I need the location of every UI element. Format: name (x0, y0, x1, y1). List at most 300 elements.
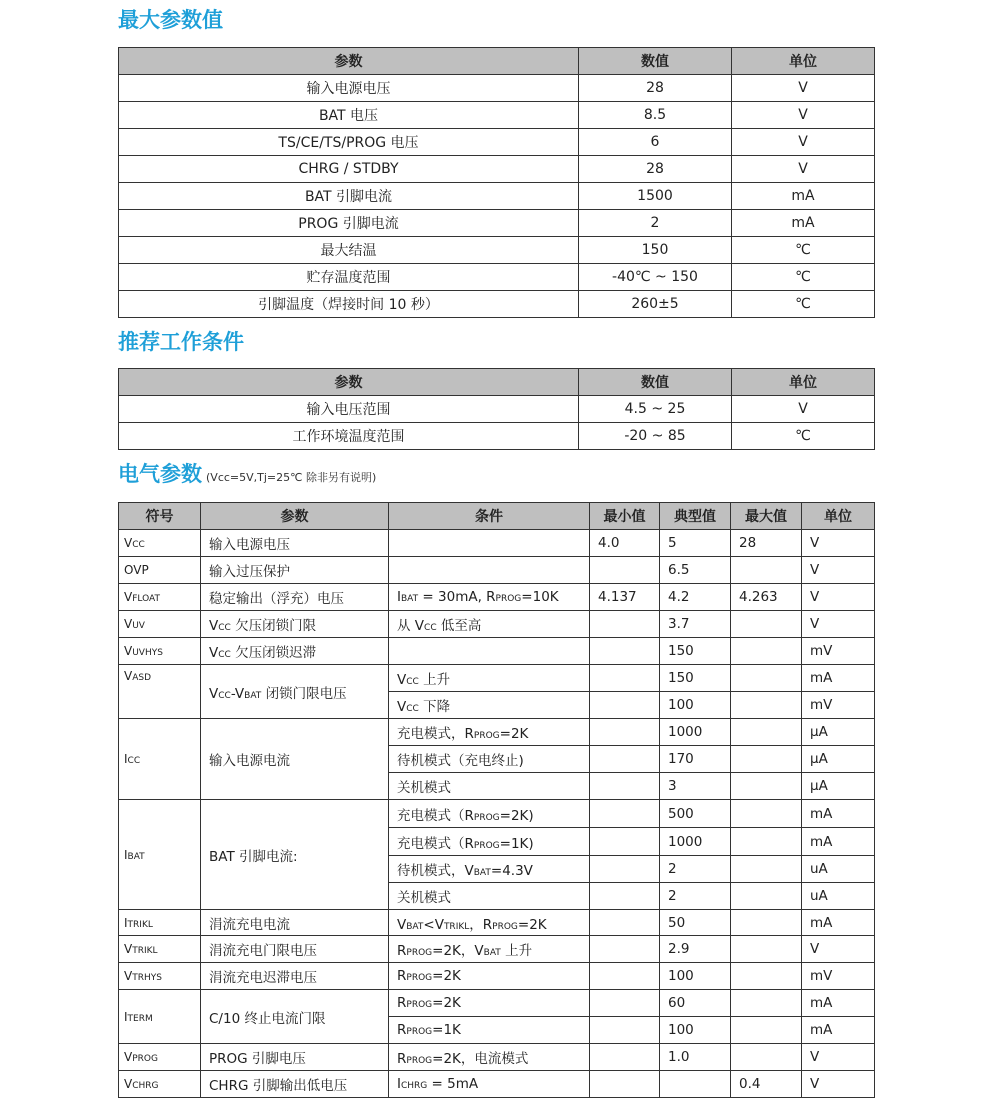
typ-cell: 170 (660, 746, 731, 773)
symbol-sub: TRIKL (127, 919, 153, 930)
max-cell (731, 800, 802, 828)
cond-text: =2K) (499, 807, 534, 824)
symbol-sub: BAT (127, 851, 145, 862)
unit-cell: V (732, 156, 875, 183)
cond-text: =2K (432, 995, 461, 1011)
cond-sub: CC (424, 623, 437, 633)
condition-cell (389, 584, 590, 611)
cond-text: R (397, 943, 407, 959)
cond-text: V (397, 672, 407, 688)
unit-cell: mV (802, 692, 875, 719)
param-cell: C/10 终止电流门限 (201, 990, 389, 1044)
value-cell: 1500 (579, 183, 732, 210)
param-text: V (209, 618, 219, 634)
max-cell (731, 638, 802, 665)
symbol-main: V (124, 1050, 133, 1064)
symbol-sub: CHRG (132, 1081, 159, 1091)
max-cell (731, 910, 802, 936)
param-cell (201, 638, 389, 665)
unit-cell: mA (802, 990, 875, 1017)
value-cell: 2 (579, 210, 732, 237)
table-row (119, 129, 875, 156)
electrical-table (118, 502, 875, 1098)
symbol-cell (119, 990, 201, 1044)
table-row (119, 719, 875, 746)
param-cell: 涓流充电迟滞电压 (201, 963, 389, 990)
cond-sub: PROG (406, 1027, 433, 1037)
unit-cell: V (732, 102, 875, 129)
cond-text: ，R (469, 916, 493, 933)
cond-text: =1K (432, 1022, 461, 1038)
param-cell: CHRG 引脚输出低电压 (201, 1071, 389, 1098)
min-cell (590, 665, 660, 692)
value-cell: -40℃ ~ 150 (579, 264, 732, 291)
unit-cell: mA (732, 183, 875, 210)
table-row (119, 423, 875, 450)
symbol-main: OVP (124, 563, 149, 577)
condition-cell (389, 665, 590, 692)
electrical-title (118, 461, 376, 491)
param-text: V (209, 685, 219, 702)
symbol-main: V (124, 536, 133, 550)
cond-text: V (397, 699, 407, 715)
min-cell (590, 963, 660, 990)
min-cell (590, 611, 660, 638)
value-cell: 260±5 (579, 291, 732, 318)
table-header-row (119, 48, 875, 75)
param-cell: PROG 引脚电压 (201, 1044, 389, 1071)
header-param: 参数 (119, 369, 579, 396)
max-cell (731, 828, 802, 856)
max-cell (731, 557, 802, 584)
cond-sub: PROG (406, 1056, 433, 1066)
value-cell: -20 ~ 85 (579, 423, 732, 450)
cond-sub: BAT (400, 594, 419, 604)
condition-cell (389, 1017, 590, 1044)
header-min: 最小值 (590, 503, 660, 530)
unit-cell: ℃ (732, 237, 875, 264)
condition-cell (389, 856, 590, 883)
cond-text: 充电模式（R (397, 835, 474, 852)
param-cell: 涓流充电门限电压 (201, 936, 389, 963)
min-cell (590, 936, 660, 963)
unit-cell: V (802, 584, 875, 611)
cond-text: I (397, 589, 401, 605)
min-cell (590, 692, 660, 719)
symbol-cell (119, 584, 201, 611)
unit-cell: V (802, 530, 875, 557)
table-row (119, 611, 875, 638)
cond-text: =2K，电流模式 (432, 1051, 529, 1067)
header-value: 数值 (579, 48, 732, 75)
max-cell (731, 963, 802, 990)
symbol-sub: TERM (127, 1013, 153, 1024)
table-row (119, 396, 875, 423)
max-cell (731, 856, 802, 883)
symbol-main: I (124, 1009, 128, 1024)
symbol-sub: UVHYS (132, 648, 163, 658)
max-ratings-table (118, 47, 875, 318)
param-text: 欠压闭锁迟滞 (230, 645, 317, 661)
cond-sub: BAT (406, 921, 424, 932)
symbol-sub: FLOAT (132, 594, 160, 604)
header-value: 数值 (579, 369, 732, 396)
max-cell: 4.263 (731, 584, 802, 611)
param-cell: 输入电压范围 (119, 396, 579, 423)
value-cell: 8.5 (579, 102, 732, 129)
condition-cell (389, 692, 590, 719)
table-row (119, 990, 875, 1017)
min-cell: 4.137 (590, 584, 660, 611)
param-text: 闭锁门限电压 (261, 685, 347, 702)
typ-cell: 150 (660, 665, 731, 692)
min-cell (590, 719, 660, 746)
recommended-table (118, 368, 875, 450)
symbol-sub: TRIKL (132, 946, 158, 956)
table-row (119, 264, 875, 291)
unit-cell: V (802, 611, 875, 638)
condition-cell: 关机模式 (389, 883, 590, 910)
unit-cell: mA (802, 910, 875, 936)
cond-sub: PROG (406, 973, 433, 983)
cond-text: =2K，V (432, 943, 484, 959)
cond-text: V (397, 916, 407, 933)
typ-cell: 150 (660, 638, 731, 665)
min-cell (590, 1071, 660, 1098)
cond-sub: BAT (473, 868, 491, 878)
condition-cell (389, 963, 590, 990)
typ-cell: 2 (660, 856, 731, 883)
max-cell: 0.4 (731, 1071, 802, 1098)
param-sub: CC (218, 650, 231, 660)
param-sub: BAT (244, 690, 262, 701)
header-typ: 典型值 (660, 503, 731, 530)
symbol-cell (119, 936, 201, 963)
table-row (119, 557, 875, 584)
typ-cell: 100 (660, 963, 731, 990)
param-cell: 贮存温度范围 (119, 264, 579, 291)
unit-cell: uA (802, 883, 875, 910)
cond-text: 待机模式，V (397, 863, 474, 879)
unit-cell: mA (732, 210, 875, 237)
value-cell: 4.5 ~ 25 (579, 396, 732, 423)
param-cell: 涓流充电电流 (201, 910, 389, 936)
symbol-sub: CC (127, 756, 141, 766)
param-cell: 输入过压保护 (201, 557, 389, 584)
table-row (119, 665, 875, 692)
param-text: 欠压闭锁门限 (230, 618, 317, 634)
table-row (119, 183, 875, 210)
condition-cell (389, 800, 590, 828)
typ-cell: 100 (660, 692, 731, 719)
unit-cell: ℃ (732, 291, 875, 318)
header-param: 参数 (201, 503, 389, 530)
min-cell (590, 828, 660, 856)
cond-text: =4.3V (490, 863, 533, 879)
unit-cell: mA (802, 828, 875, 856)
table-row (119, 800, 875, 828)
min-cell (590, 557, 660, 584)
typ-cell: 60 (660, 990, 731, 1017)
param-sub: CC (218, 690, 231, 701)
unit-cell: mA (802, 1017, 875, 1044)
typ-cell: 5 (660, 530, 731, 557)
typ-cell: 2 (660, 883, 731, 910)
min-cell (590, 746, 660, 773)
param-text: V (209, 645, 219, 661)
param-sub: CC (218, 623, 231, 633)
max-cell (731, 773, 802, 800)
table-header-row (119, 503, 875, 530)
symbol-cell (119, 910, 201, 936)
cond-sub: PROG (473, 731, 500, 741)
cond-text: 下降 (418, 699, 451, 715)
value-cell: 28 (579, 75, 732, 102)
cond-text: =1K) (499, 835, 534, 852)
table-row (119, 1071, 875, 1098)
symbol-main: V (124, 942, 133, 956)
cond-sub: PROG (406, 1000, 433, 1010)
condition-cell (389, 990, 590, 1017)
cond-text: = 5mA (427, 1076, 479, 1092)
condition-cell (389, 611, 590, 638)
unit-cell: mV (802, 963, 875, 990)
unit-cell: ℃ (732, 423, 875, 450)
table-row (119, 237, 875, 264)
condition-cell (389, 719, 590, 746)
symbol-sub: TRHYS (132, 973, 162, 983)
condition-cell (389, 936, 590, 963)
param-cell: PROG 引脚电流 (119, 210, 579, 237)
recommended-title: 推荐工作条件 (118, 330, 244, 354)
typ-cell: 2.9 (660, 936, 731, 963)
table-header-row (119, 369, 875, 396)
param-cell: 最大结温 (119, 237, 579, 264)
symbol-sub: CC (132, 540, 145, 550)
param-cell: 稳定输出（浮充）电压 (201, 584, 389, 611)
symbol-cell (119, 719, 201, 800)
min-cell: 4.0 (590, 530, 660, 557)
symbol-main: V (124, 644, 133, 658)
cond-text: =2K (499, 726, 529, 742)
unit-cell: V (802, 557, 875, 584)
value-cell: 28 (579, 156, 732, 183)
param-cell: 输入电源电流 (201, 719, 389, 800)
unit-cell: uA (802, 856, 875, 883)
table-row (119, 910, 875, 936)
symbol-main: V (124, 617, 133, 631)
cond-text: =2K (517, 916, 547, 933)
cond-text: 充电模式（R (397, 807, 474, 824)
table-row (119, 75, 875, 102)
table-row (119, 638, 875, 665)
param-cell: 引脚温度（焊接时间 10 秒） (119, 291, 579, 318)
cond-sub: TRIKL (443, 921, 470, 932)
unit-cell: mA (802, 800, 875, 828)
min-cell (590, 990, 660, 1017)
cond-text: <V (423, 916, 444, 933)
table-row (119, 210, 875, 237)
symbol-sub: UV (132, 621, 145, 631)
unit-cell: V (732, 129, 875, 156)
param-cell (201, 611, 389, 638)
max-cell (731, 1044, 802, 1071)
typ-cell: 4.2 (660, 584, 731, 611)
typ-cell: 100 (660, 1017, 731, 1044)
symbol-sub: ASD (132, 673, 152, 683)
condition-cell: 关机模式 (389, 773, 590, 800)
header-symbol: 符号 (119, 503, 201, 530)
min-cell (590, 856, 660, 883)
unit-cell: ℃ (732, 264, 875, 291)
table-row (119, 156, 875, 183)
table-row (119, 936, 875, 963)
typ-cell: 3.7 (660, 611, 731, 638)
unit-cell: V (802, 1071, 875, 1098)
cond-sub: PROG (473, 840, 500, 851)
typ-cell: 500 (660, 800, 731, 828)
symbol-cell (119, 638, 201, 665)
cond-text: =2K (432, 968, 461, 984)
param-cell: CHRG / STDBY (119, 156, 579, 183)
unit-cell: V (732, 75, 875, 102)
table-row (119, 584, 875, 611)
param-cell: BAT 引脚电流 (119, 183, 579, 210)
unit-cell: V (732, 396, 875, 423)
header-condition: 条件 (389, 503, 590, 530)
unit-cell: µA (802, 719, 875, 746)
param-cell: TS/CE/TS/PROG 电压 (119, 129, 579, 156)
cond-text: = 30mA, R (418, 589, 496, 605)
min-cell (590, 1017, 660, 1044)
max-cell (731, 990, 802, 1017)
symbol-cell (119, 1044, 201, 1071)
unit-cell: µA (802, 746, 875, 773)
cond-sub: PROG (492, 921, 518, 932)
max-cell (731, 665, 802, 692)
symbol-main: V (124, 969, 133, 983)
unit-cell: mV (802, 638, 875, 665)
table-row (119, 530, 875, 557)
symbol-cell (119, 963, 201, 990)
min-cell (590, 910, 660, 936)
header-max: 最大值 (731, 503, 802, 530)
cond-sub: CC (406, 677, 419, 687)
table-row (119, 102, 875, 129)
max-ratings-title: 最大参数值 (118, 8, 223, 32)
typ-cell: 1000 (660, 719, 731, 746)
max-cell (731, 611, 802, 638)
typ-cell (660, 1071, 731, 1098)
symbol-cell (119, 1071, 201, 1098)
cond-text: R (397, 968, 407, 984)
cond-sub: PROG (473, 812, 500, 823)
condition-cell (389, 638, 590, 665)
cond-text: R (397, 1051, 407, 1067)
condition-cell (389, 1044, 590, 1071)
value-cell: 150 (579, 237, 732, 264)
unit-cell: V (802, 1044, 875, 1071)
symbol-main: I (124, 847, 128, 862)
cond-text: 低至高 (436, 618, 482, 634)
cond-text: R (397, 1022, 407, 1038)
typ-cell: 1000 (660, 828, 731, 856)
param-cell: 输入电源电压 (119, 75, 579, 102)
cond-text: I (397, 1076, 401, 1092)
unit-cell: mA (802, 665, 875, 692)
min-cell (590, 773, 660, 800)
symbol-main: V (124, 669, 133, 683)
electrical-title-text: 电气参数 (118, 462, 202, 486)
header-unit: 单位 (802, 503, 875, 530)
cond-text: 充电模式，R (397, 726, 474, 742)
max-cell (731, 1017, 802, 1044)
cond-text: 从 V (397, 618, 425, 634)
cond-text: =10K (521, 589, 559, 605)
unit-cell: µA (802, 773, 875, 800)
symbol-sub: PROG (132, 1054, 158, 1064)
table-row (119, 963, 875, 990)
condition-cell (389, 1071, 590, 1098)
param-cell: 输入电源电压 (201, 530, 389, 557)
symbol-main: I (124, 915, 128, 930)
symbol-cell (119, 557, 201, 584)
cond-text: R (397, 995, 407, 1011)
symbol-cell (119, 530, 201, 557)
cond-sub: BAT (483, 948, 501, 958)
condition-cell: 待机模式（充电终止) (389, 746, 590, 773)
header-unit: 单位 (732, 48, 875, 75)
max-cell (731, 746, 802, 773)
typ-cell: 50 (660, 910, 731, 936)
max-cell (731, 883, 802, 910)
cond-text: 上升 (500, 943, 533, 959)
condition-cell (389, 910, 590, 936)
min-cell (590, 883, 660, 910)
symbol-main: V (124, 1077, 133, 1091)
cond-sub: CC (406, 704, 419, 714)
electrical-note: (Vcc=5V,Tj=25℃ 除非另有说明) (206, 471, 377, 484)
cond-text: 上升 (418, 672, 451, 688)
param-cell: 工作环境温度范围 (119, 423, 579, 450)
table-row (119, 291, 875, 318)
table-row (119, 1044, 875, 1071)
param-text: -V (230, 685, 245, 702)
symbol-cell (119, 800, 201, 910)
symbol-main: V (124, 590, 133, 604)
condition-cell (389, 828, 590, 856)
cond-sub: CHRG (400, 1081, 428, 1091)
max-cell: 28 (731, 530, 802, 557)
param-cell: BAT 引脚电流: (201, 800, 389, 910)
typ-cell: 6.5 (660, 557, 731, 584)
condition-cell (389, 530, 590, 557)
max-cell (731, 692, 802, 719)
min-cell (590, 1044, 660, 1071)
symbol-cell (119, 611, 201, 638)
cond-sub: PROG (495, 594, 522, 604)
unit-cell: V (802, 936, 875, 963)
param-cell (201, 665, 389, 719)
typ-cell: 1.0 (660, 1044, 731, 1071)
min-cell (590, 800, 660, 828)
symbol-cell (119, 665, 201, 719)
value-cell: 6 (579, 129, 732, 156)
header-unit: 单位 (732, 369, 875, 396)
header-param: 参数 (119, 48, 579, 75)
symbol-main: I (124, 752, 128, 766)
max-cell (731, 936, 802, 963)
